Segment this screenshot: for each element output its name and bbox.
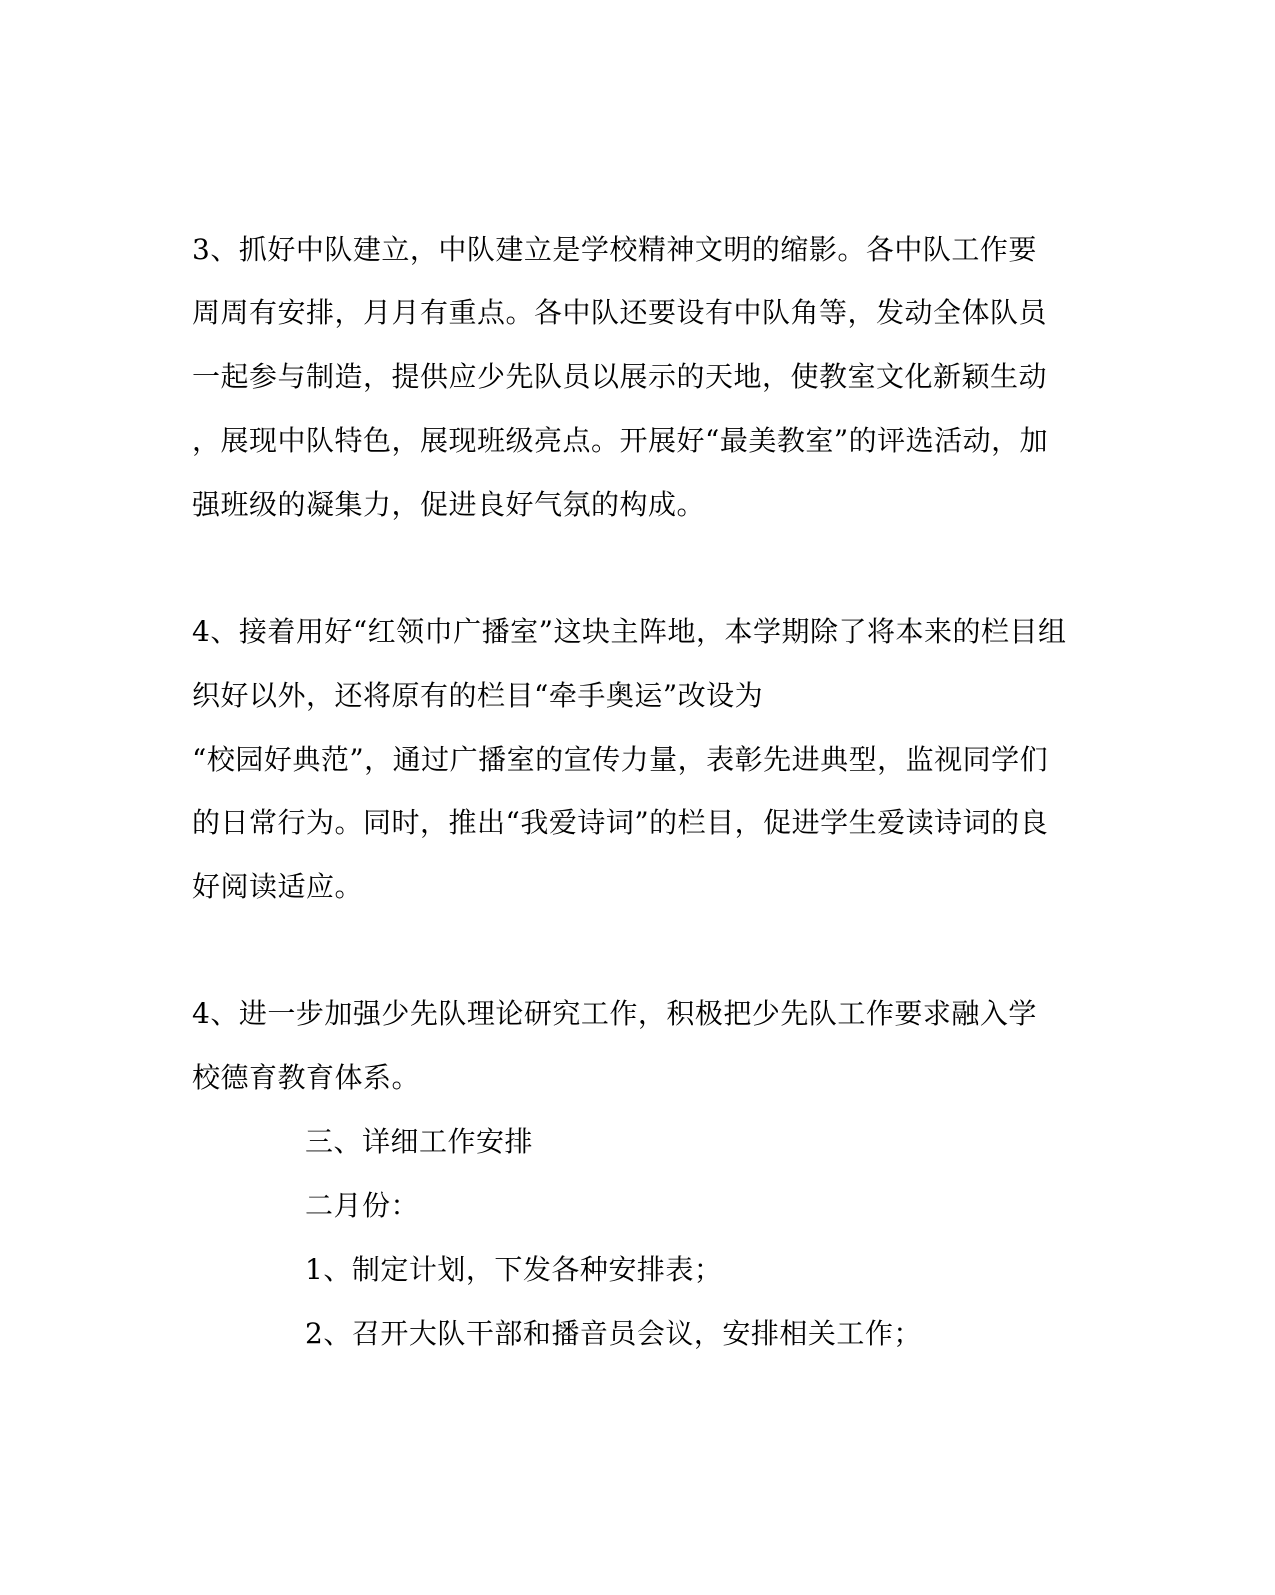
para3-line-1: 3、抓好中队建立，中队建立是学校精神文明的缩影。各中队工作要 (192, 233, 1037, 266)
para3-line-3: 一起参与制造，提供应少先队员以展示的天地，使教室文化新颖生动 (192, 360, 1048, 393)
para4a-line-4: 的日常行为。同时，推出“我爱诗词”的栏目，促进学生爱读诗词的良 (192, 806, 1049, 839)
para4a-line-1: 4、接着用好“红领巾广播室”这块主阵地，本学期除了将本来的栏目组 (192, 615, 1067, 648)
para3-line-2: 周周有安排，月月有重点。各中队还要设有中队角等，发动全体队员 (192, 296, 1048, 329)
para4a-line-2: 织好以外，还将原有的栏目“牵手奥运”改设为 (192, 679, 764, 712)
list-item: 1、制定计划，下发各种安排表； (305, 1253, 723, 1286)
para4b-line-2: 校德育教育体系。 (192, 1061, 421, 1094)
para3-line-5: 强班级的凝集力，促进良好气氛的构成。 (192, 488, 706, 521)
para4a-line-5: 好阅读适应。 (192, 870, 364, 903)
para4b-line-1: 4、进一步加强少先队理论研究工作，积极把少先队工作要求融入学 (192, 997, 1037, 1030)
list-item: 2、召开大队干部和播音员会议，安排相关工作； (305, 1317, 922, 1350)
para4a-line-3: “校园好典范”，通过广播室的宣传力量，表彰先进典型，监视同学们 (192, 743, 1049, 776)
section-heading: 三、详细工作安排 (305, 1125, 534, 1158)
month-label: 二月份： (305, 1189, 420, 1222)
para3-line-4: ，展现中队特色，展现班级亮点。开展好“最美教室”的评选活动，加 (192, 424, 1049, 457)
